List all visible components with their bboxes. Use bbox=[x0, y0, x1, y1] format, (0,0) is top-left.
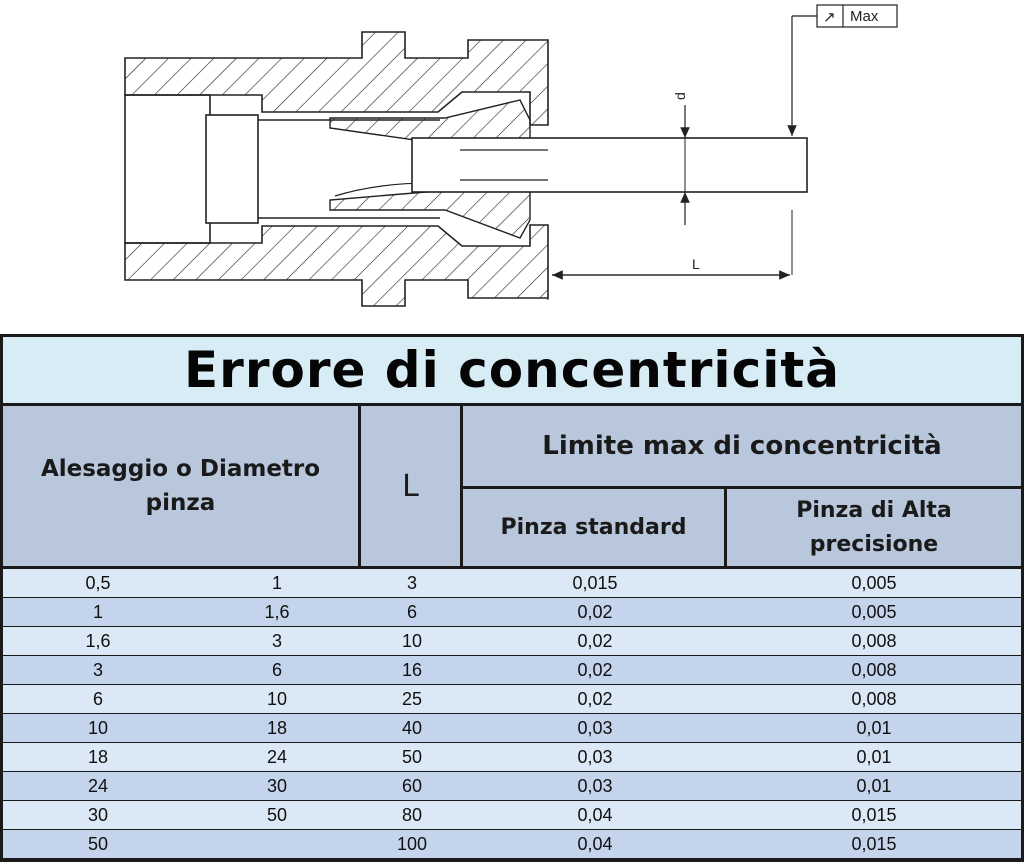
cell-l: 50 bbox=[401, 746, 423, 767]
body-section-bottom bbox=[125, 225, 548, 306]
label-l: L bbox=[692, 256, 700, 272]
cell-high: 0,005 bbox=[851, 601, 897, 622]
header-standard: Pinza standard bbox=[500, 515, 687, 540]
cell-from: 0,5 bbox=[85, 572, 111, 593]
tool-shank bbox=[412, 138, 807, 192]
cell-l: 6 bbox=[406, 601, 417, 622]
cell-to: 24 bbox=[266, 746, 288, 767]
cell-high: 0,008 bbox=[851, 630, 897, 651]
cell-to: 1 bbox=[271, 572, 282, 593]
header-l: L bbox=[402, 468, 419, 504]
cell-high: 0,008 bbox=[851, 688, 897, 709]
stop-screw bbox=[206, 115, 258, 223]
table-row bbox=[3, 714, 1021, 742]
cell-high: 0,01 bbox=[856, 717, 892, 738]
table-row bbox=[3, 743, 1021, 771]
cell-l: 25 bbox=[401, 688, 423, 709]
cell-high: 0,01 bbox=[856, 775, 892, 796]
cell-high: 0,005 bbox=[851, 572, 897, 593]
table-row bbox=[3, 656, 1021, 684]
cell-standard: 0,04 bbox=[577, 804, 613, 825]
table-row bbox=[3, 598, 1021, 626]
runout-icon: ↗ bbox=[823, 8, 836, 26]
cell-from: 10 bbox=[87, 717, 109, 738]
header-limit-cell bbox=[463, 406, 1021, 486]
cell-standard: 0,03 bbox=[577, 775, 613, 796]
cell-l: 80 bbox=[401, 804, 423, 825]
cell-from: 3 bbox=[92, 659, 103, 680]
cell-to: 1,6 bbox=[264, 601, 290, 622]
table-title: Errore di concentricità bbox=[184, 341, 840, 399]
header-high-cell bbox=[727, 489, 1021, 566]
cell-to bbox=[193, 830, 361, 858]
header-l-cell bbox=[361, 406, 460, 566]
cell-l: 100 bbox=[396, 833, 428, 854]
cell-l: 16 bbox=[401, 659, 423, 680]
concentricity-table bbox=[0, 334, 1024, 862]
cell-from: 18 bbox=[87, 746, 109, 767]
cell-from: 30 bbox=[87, 804, 109, 825]
cell-high: 0,015 bbox=[851, 804, 897, 825]
cell-from: 1,6 bbox=[85, 630, 111, 651]
table-row bbox=[3, 627, 1021, 655]
cell-to: 50 bbox=[266, 804, 288, 825]
cell-standard: 0,02 bbox=[577, 688, 613, 709]
cell-to: 10 bbox=[266, 688, 288, 709]
header-high-precision: Pinza di Alta precisione bbox=[796, 497, 952, 557]
cell-standard: 0,02 bbox=[577, 601, 613, 622]
cell-standard: 0,03 bbox=[577, 746, 613, 767]
cell-l: 60 bbox=[401, 775, 423, 796]
label-max: Max bbox=[850, 8, 879, 25]
cell-standard: 0,02 bbox=[577, 630, 613, 651]
cell-standard: 0,015 bbox=[572, 572, 618, 593]
cell-from: 24 bbox=[87, 775, 109, 796]
cell-to: 30 bbox=[266, 775, 288, 796]
header-bore-cell bbox=[3, 406, 358, 566]
cell-to: 18 bbox=[266, 717, 288, 738]
cell-to: 6 bbox=[271, 659, 282, 680]
table-row bbox=[3, 569, 1021, 597]
cell-from: 1 bbox=[92, 601, 103, 622]
cell-to: 3 bbox=[271, 630, 282, 651]
cell-standard: 0,03 bbox=[577, 717, 613, 738]
header-limit: Limite max di concentricità bbox=[542, 431, 942, 461]
label-d: d bbox=[672, 92, 688, 100]
table-row bbox=[3, 685, 1021, 713]
cell-standard: 0,04 bbox=[577, 833, 613, 854]
table-row bbox=[3, 830, 1021, 858]
cell-standard: 0,02 bbox=[577, 659, 613, 680]
table-row bbox=[3, 772, 1021, 800]
header-bore: Alesaggio o Diametro pinza bbox=[40, 456, 321, 516]
table-title-cell bbox=[3, 337, 1021, 403]
cell-from: 50 bbox=[87, 833, 109, 854]
table-row bbox=[3, 801, 1021, 829]
cell-l: 3 bbox=[406, 572, 417, 593]
collet-chuck-section-drawing bbox=[0, 0, 1024, 330]
header-standard-cell bbox=[463, 489, 724, 566]
cell-high: 0,015 bbox=[851, 833, 897, 854]
cell-l: 10 bbox=[401, 630, 423, 651]
cell-high: 0,008 bbox=[851, 659, 897, 680]
cell-high: 0,01 bbox=[856, 746, 892, 767]
cell-l: 40 bbox=[401, 717, 423, 738]
cell-from: 6 bbox=[92, 688, 103, 709]
